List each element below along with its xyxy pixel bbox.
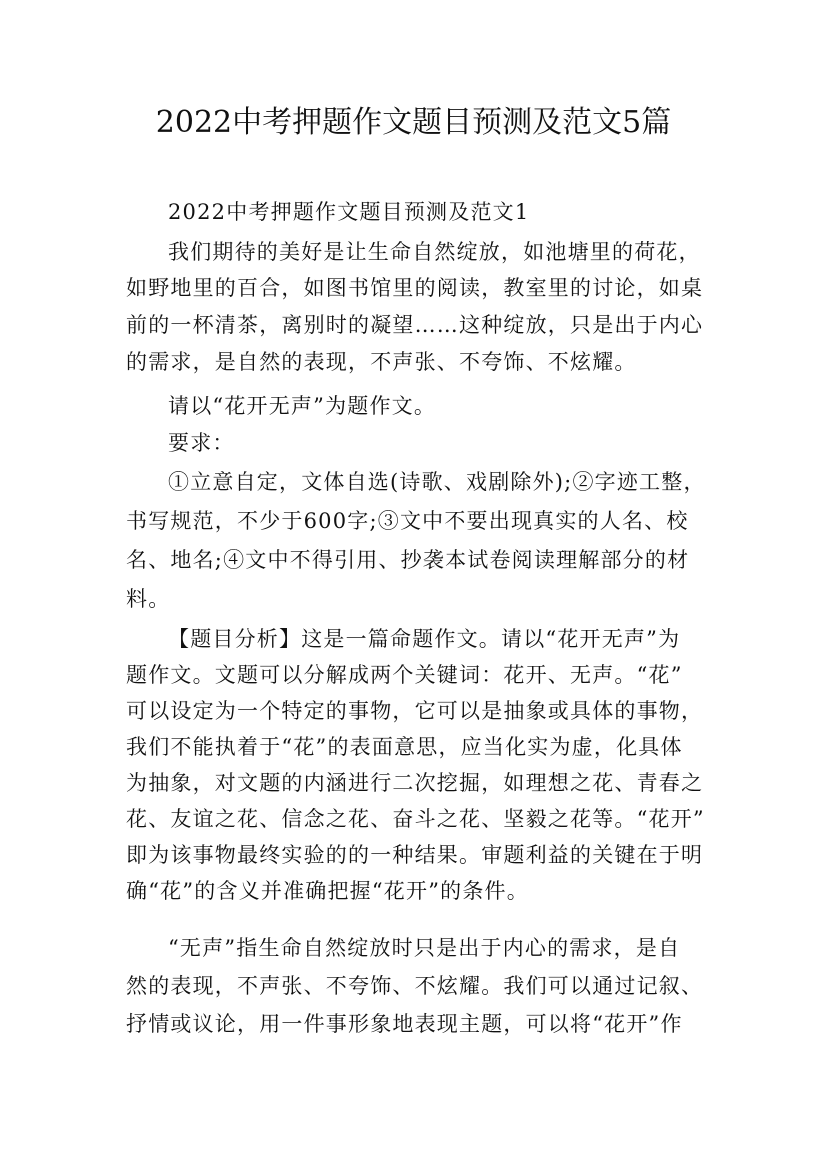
paragraph-line: 请以“花开无声”为题作文。 xyxy=(168,394,437,418)
document-title: 2022中考押题作文题目预测及范文5篇 xyxy=(155,105,672,140)
paragraph-line: 确“花”的含义并准确把握“花开”的条件。 xyxy=(126,879,529,903)
paragraph-line: 题作文。文题可以分解成两个关键词：花开、无声。“花” xyxy=(126,663,683,687)
paragraph-line: 要求： xyxy=(168,431,235,455)
paragraph-line: 【题目分析】这是一篇命题作文。请以“花开无声”为 xyxy=(168,627,681,651)
paragraph-line: 可以设定为一个特定的事物，它可以是抽象或具体的事物， xyxy=(126,699,704,723)
paragraph-line: 然的表现，不声张、不夸饰、不炫耀。我们可以通过记叙、 xyxy=(126,974,704,998)
paragraph-line: 我们期待的美好是让生命自然绽放，如池塘里的荷花， xyxy=(168,240,701,264)
paragraph-line: 名、地名;④文中不得引用、抄袭本试卷阅读理解部分的材 xyxy=(126,548,690,572)
section-heading: 2022中考押题作文题目预测及范文1 xyxy=(168,200,530,224)
paragraph-line: 如野地里的百合，如图书馆里的阅读，教室里的讨论，如桌 xyxy=(126,276,704,300)
paragraph-line: 前的一杯清茶，离别时的凝望……这种绽放，只是出于内心 xyxy=(126,313,704,337)
paragraph-line: 书写规范，不少于600字;③文中不要出现真实的人名、校 xyxy=(126,509,689,533)
paragraph-line: 即为该事物最终实验的的一种结果。审题利益的关键在于明 xyxy=(126,843,704,867)
paragraph-line: 花、友谊之花、信念之花、奋斗之花、坚毅之花等。“花开” xyxy=(126,807,705,831)
paragraph-line: “无声”指生命自然绽放时只是出于内心的需求，是自 xyxy=(168,936,681,960)
paragraph-line: 抒情或议论，用一件事形象地表现主题，可以将“花开”作 xyxy=(126,1012,683,1036)
paragraph-line: ①立意自定，文体自选(诗歌、戏剧除外);②字迹工整， xyxy=(168,470,706,494)
paragraph-line: 我们不能执着于“花”的表面意思，应当化实为虚，化具体 xyxy=(126,735,683,759)
paragraph-line: 为抽象，对文题的内涵进行二次挖掘，如理想之花、青春之 xyxy=(126,771,704,795)
paragraph-line: 料。 xyxy=(126,587,171,611)
paragraph-line: 的需求，是自然的表现，不声张、不夸饰、不炫耀。 xyxy=(126,350,637,374)
